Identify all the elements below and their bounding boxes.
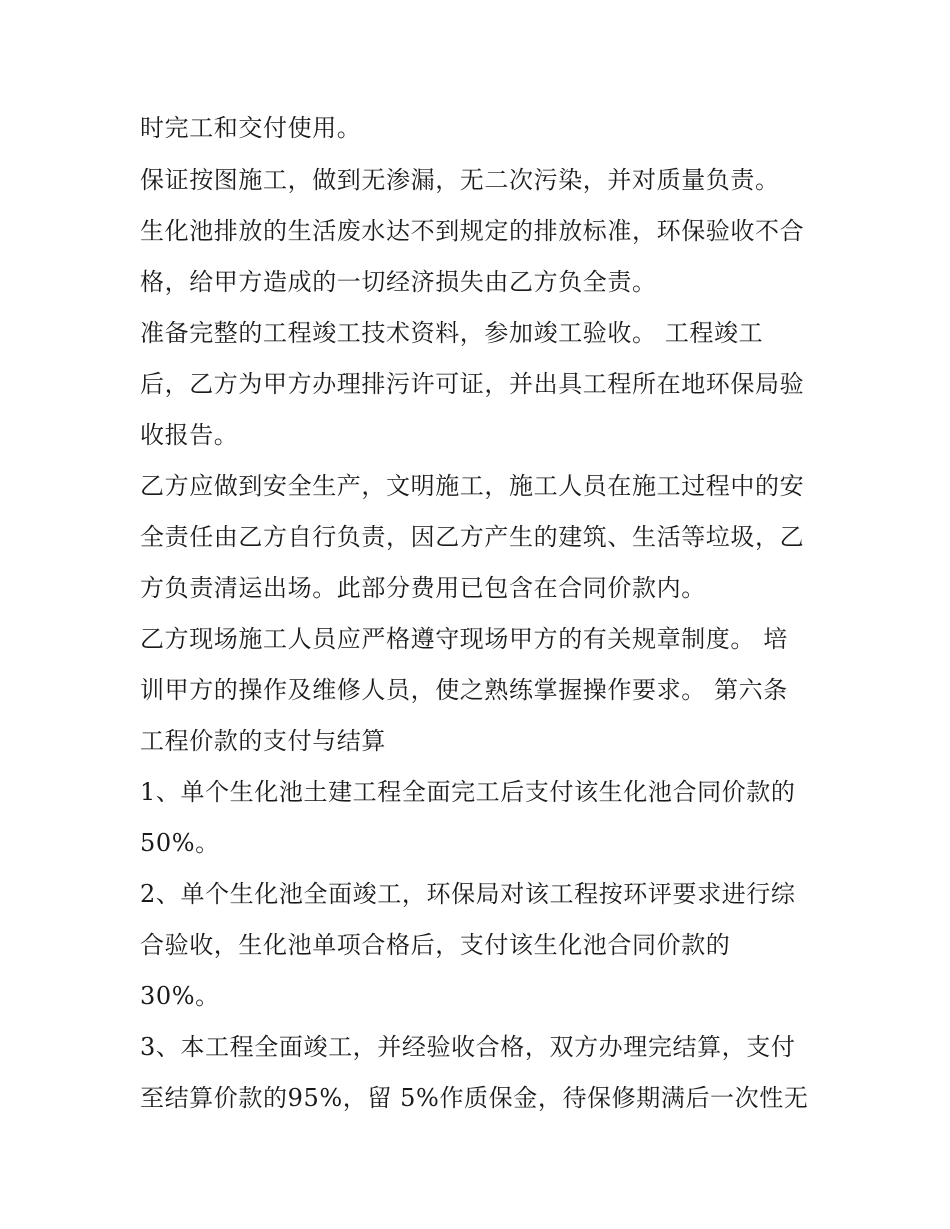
- text-line: 训甲方的操作及维修人员，使之熟练掌握操作要求。 第六条: [140, 676, 788, 704]
- text-line: 保证按图施工，做到无渗漏，无二次污染，并对质量负责。: [140, 166, 780, 194]
- text-line: 准备完整的工程竣工技术资料，参加竣工验收。 工程竣工: [140, 319, 764, 347]
- section-heading: 工程价款的支付与结算: [140, 727, 386, 755]
- text-line: 生化池排放的生活废水达不到规定的排放标准，环保验收不合: [140, 217, 805, 245]
- text-line: 收报告。: [140, 421, 239, 449]
- text-line: 格，给甲方造成的一切经济损失由乙方负全责。: [140, 268, 657, 296]
- text-line: 2、单个生化池全面竣工，环保局对该工程按环评要求进行综: [140, 880, 796, 908]
- text-line: 30%。: [140, 982, 220, 1010]
- text-line: 乙方应做到安全生产，文明施工，施工人员在施工过程中的安: [140, 472, 805, 500]
- text-line: 时完工和交付使用。: [140, 114, 362, 142]
- text-line: 乙方现场施工人员应严格遵守现场甲方的有关规章制度。 培: [140, 625, 788, 653]
- text-line: 50%。: [140, 829, 220, 857]
- text-line: 至结算价款的95%，留 5%作质保金，待保修期满后一次性无: [140, 1084, 809, 1112]
- text-line: 1、单个生化池土建工程全面完工后支付该生化池合同价款的: [140, 778, 796, 806]
- text-line: 合验收，生化池单项合格后，支付该生化池合同价款的: [140, 931, 731, 959]
- text-line: 方负责清运出场。此部分费用已包含在合同价款内。: [140, 574, 706, 602]
- text-line: 后，乙方为甲方办理排污许可证，并出具工程所在地环保局验: [140, 370, 805, 398]
- text-line: 全责任由乙方自行负责，因乙方产生的建筑、生活等垃圾，乙: [140, 523, 805, 551]
- text-line: 3、本工程全面竣工，并经验收合格，双方办理完结算，支付: [140, 1033, 796, 1061]
